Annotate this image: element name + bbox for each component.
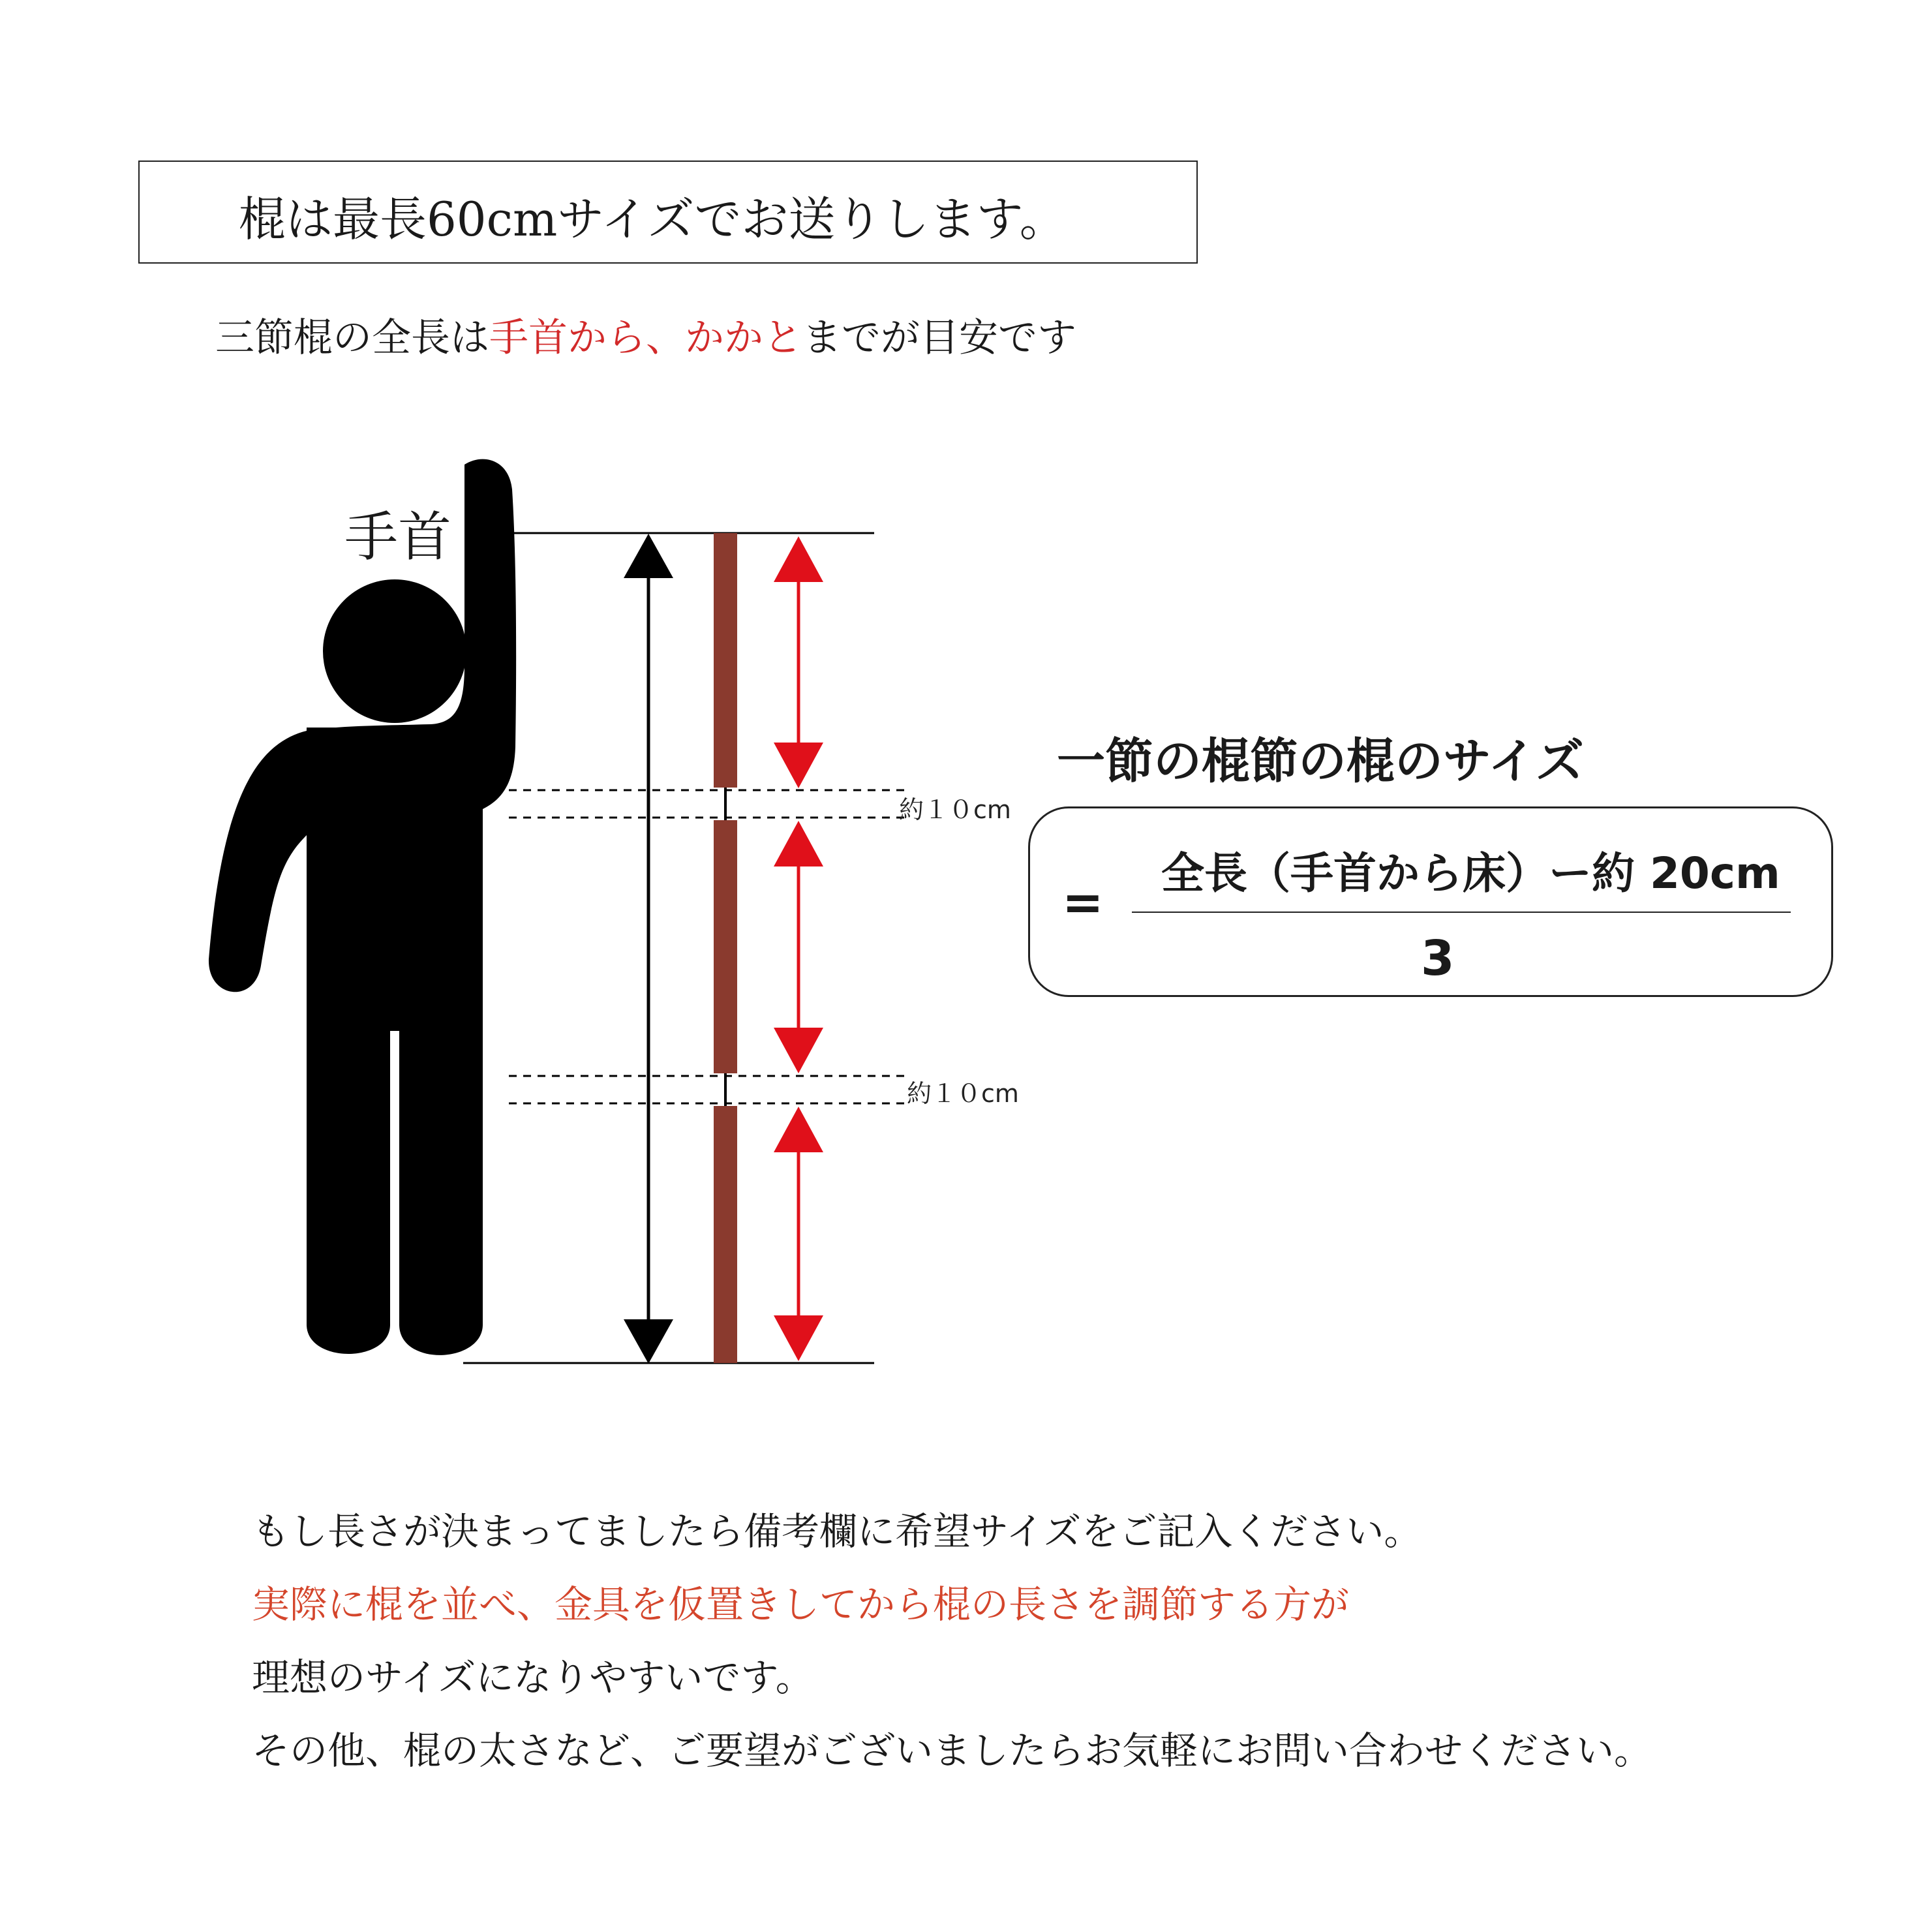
body-line-2: 実際に棍を並べ、金具を仮置きしてから棍の長さを調節する方が	[252, 1582, 1350, 1627]
gap-label-top: 約１０cm	[899, 795, 1011, 824]
page-title: 棍は最長60cmサイズでお送りします。	[239, 192, 1067, 247]
staff-segments	[714, 533, 737, 1363]
wrist-label: 手首	[344, 506, 452, 568]
subtitle-highlight: 手首から、かかと	[489, 315, 802, 361]
body-line-1: もし長さが決まってましたら備考欄に希望サイズをご記入ください。	[252, 1509, 1422, 1554]
gap-lines	[509, 790, 907, 1103]
body-line-4: その他、棍の太さなど、ご要望がございましたらお気軽にお問い合わせください。	[252, 1728, 1652, 1773]
person-silhouette-icon	[209, 459, 516, 1355]
formula-denominator: 3	[1421, 930, 1455, 987]
formula-heading: 一節の棍節の棍のサイズ	[1057, 733, 1585, 790]
subtitle-part3: までが目安です	[802, 315, 1076, 361]
gap-label-bottom: 約１０cm	[907, 1079, 1019, 1108]
fraction-bar	[1132, 912, 1791, 913]
subtitle-part1: 三節棍の全長は	[215, 315, 489, 361]
segment-arrows	[774, 536, 823, 1361]
formula-equals: =	[1062, 873, 1104, 931]
body-line-3: 理想のサイズになりやすいです。	[252, 1655, 813, 1700]
total-length-arrow	[624, 534, 673, 1364]
formula-numerator: 全長（手首から床）ー約 20cm	[1161, 848, 1780, 898]
